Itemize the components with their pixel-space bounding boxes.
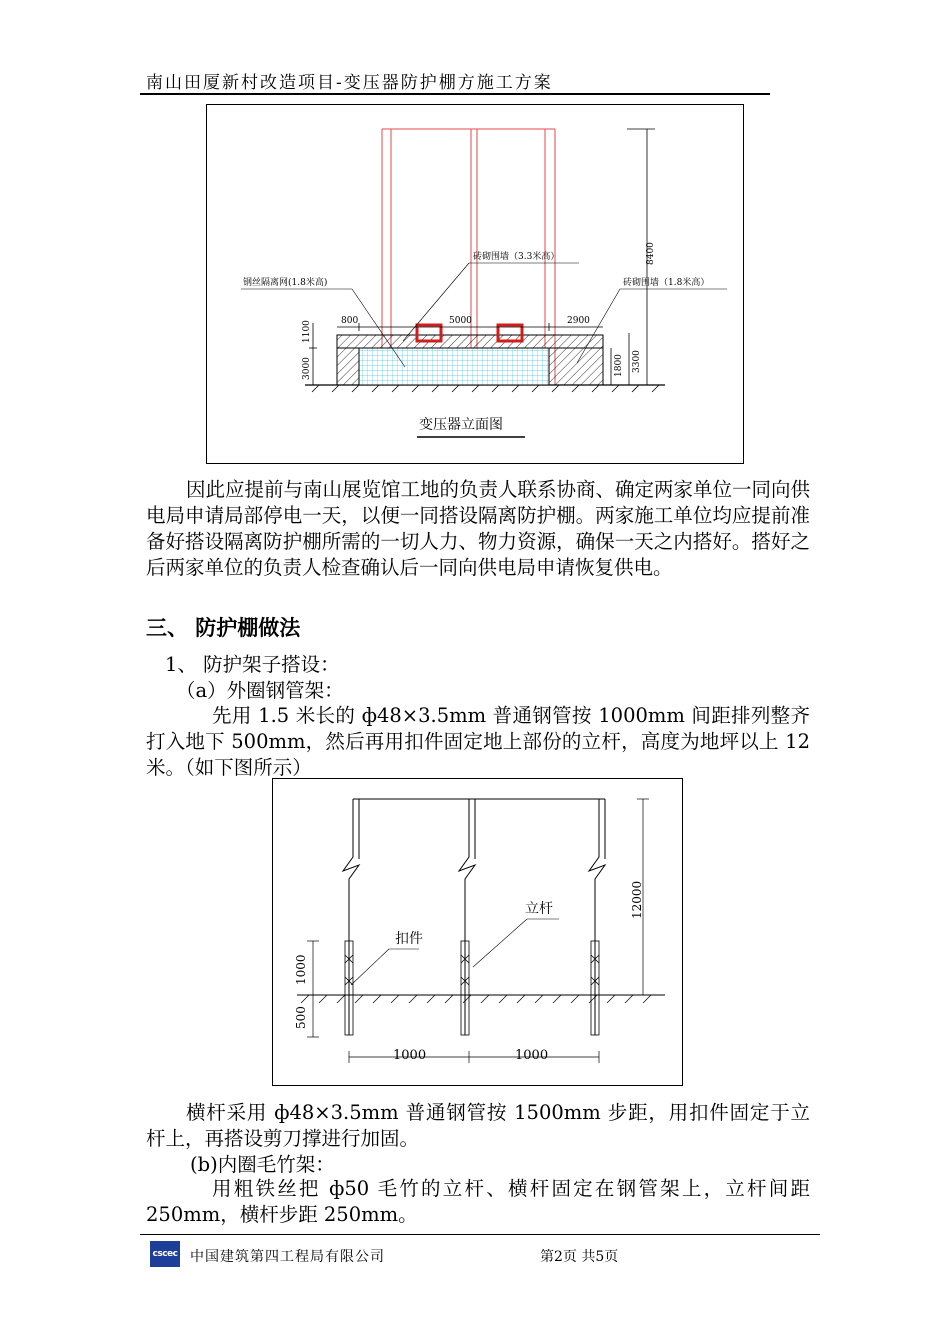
dim-spacing-2: 1000 (515, 1048, 549, 1063)
section3-heading: 三、 防护棚做法 (146, 616, 301, 640)
header-rule (140, 93, 770, 95)
dim-spacing-1: 1000 (393, 1048, 427, 1063)
footer-company: 中国建筑第四工程局有限公司 (190, 1249, 385, 1265)
dim-1000-height: 1000 (294, 954, 308, 985)
left-wall (337, 348, 359, 385)
figure-transformer-elevation (206, 104, 744, 464)
dim-2900: 2900 (567, 316, 590, 326)
figure1-caption: 变压器立面图 (419, 417, 503, 433)
label-pole: 立杆 (525, 901, 553, 917)
dim-12000: 12000 (630, 880, 644, 919)
dim-500: 500 (294, 1006, 308, 1029)
dim-8400: 8400 (646, 242, 656, 265)
figure-steel-frame (272, 778, 683, 1086)
figure1-drawing (207, 105, 745, 465)
dim-3300: 3300 (632, 350, 642, 373)
dim-800: 800 (341, 316, 359, 326)
dim-1800: 1800 (614, 354, 624, 377)
dim-1100: 1100 (302, 320, 312, 343)
label-fastener: 扣件 (395, 931, 423, 947)
dim-5000: 5000 (449, 316, 472, 326)
paragraph-bamboo: 用粗铁丝把 ф50 毛竹的立杆、横杆固定在钢管架上，立杆间距 250mm，横杆步距 250mm。 (146, 1177, 810, 1226)
header-title: 南山田厦新村改造项目-变压器防护棚方施工方案 (146, 73, 553, 93)
dim-3000: 3000 (302, 357, 312, 380)
steel-mesh (359, 348, 549, 385)
label-brick-wall-33: 砖砌围墙（3.3米高） (473, 252, 560, 262)
top-slab (337, 335, 603, 348)
paragraph-coordination: 因此应提前与南山展览馆工地的负责人联系协商、确定两家单位一同向供电局申请局部停电一天，以便一同搭设隔离防护棚。两家施工单位均应提前准备好搭设隔离防护棚所需的一切人力、物力资源，确保一天之内搭好。搭好之后两家单位的负责人检查确认后一同向供电局申请恢复供电。 (146, 478, 811, 579)
right-wall (549, 348, 603, 385)
item-b: (b)内圈毛竹架： (190, 1153, 335, 1176)
label-steel-mesh: 钢丝隔离网(1.8米高) (243, 278, 328, 288)
label-brick-wall-18: 砖砌围墙（1.8米高） (623, 278, 710, 288)
figure2-drawing (273, 779, 684, 1087)
footer-rule (140, 1234, 820, 1235)
ground-hatch (312, 385, 659, 392)
company-logo: cscec (150, 1241, 180, 1267)
item-a: （a）外圈钢管架： (176, 679, 344, 702)
footer-page-number: 第2页 共5页 (540, 1249, 619, 1265)
poles (343, 799, 605, 1035)
paragraph-a: 先用 1.5 米长的 ф48×3.5mm 普通钢管按 1000mm 间距排列整齐打入地下 500mm，然后再用扣件固定地上部份的立杆，高度为地坪以上 12 米。（如下图所示） (146, 704, 810, 779)
paragraph-crossbar: 横杆采用 ф48×3.5mm 普通钢管按 1500mm 步距，用扣件固定于立杆上，再搭设剪刀撑进行加固。 (146, 1101, 810, 1150)
item1: 1、 防护架子搭设： (165, 653, 340, 676)
